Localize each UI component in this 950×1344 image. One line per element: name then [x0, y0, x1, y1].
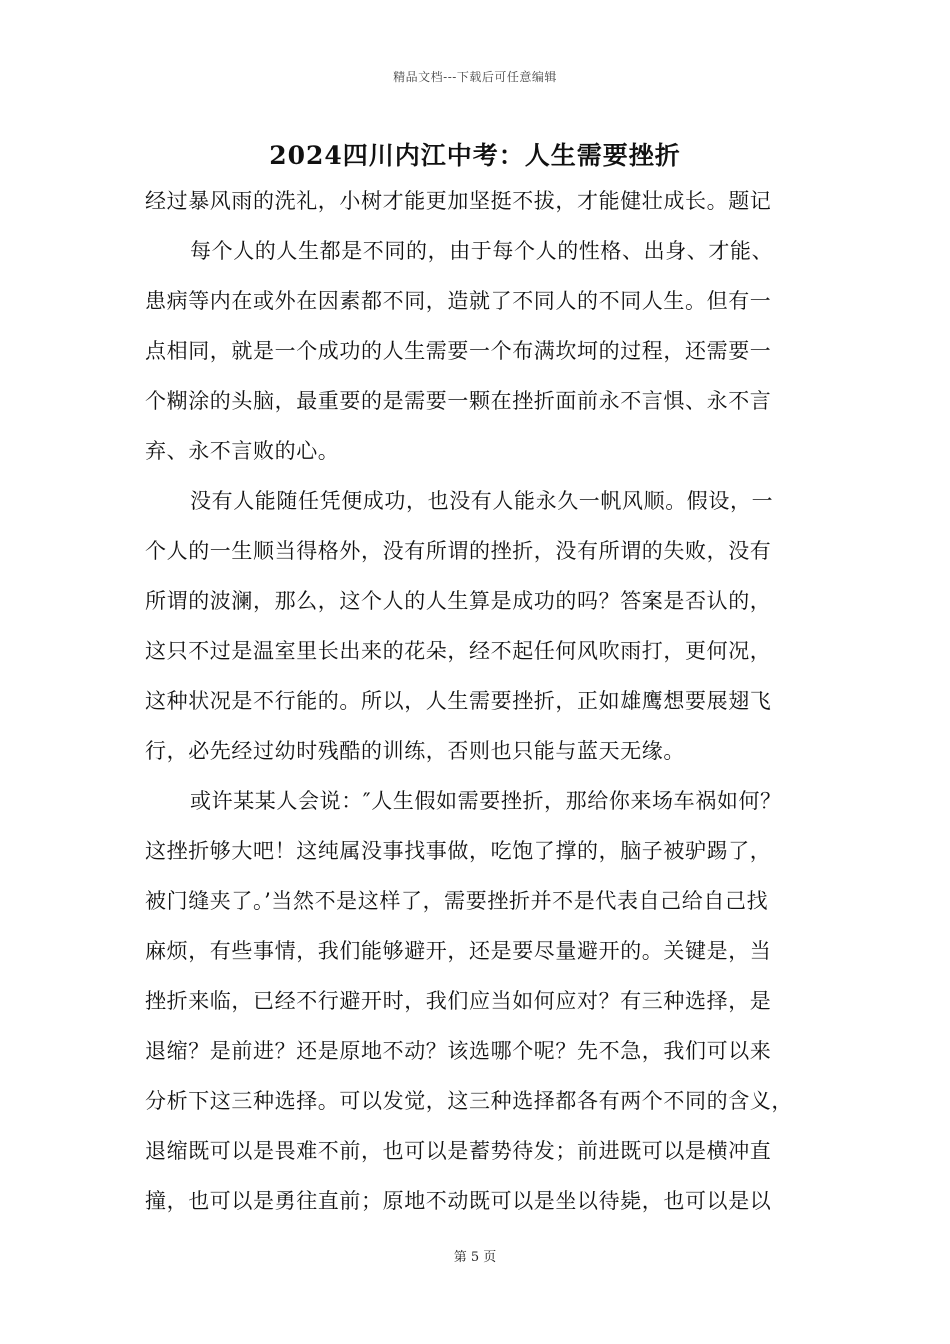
text-line: 退缩？是前进？还是原地不动？该选哪个呢？先不急，我们可以来 — [145, 1039, 772, 1063]
text-line: 个糊涂的头脑，最重要的是需要一颗在挫折面前永不言惧、永不言 — [145, 389, 772, 413]
text-line: 所谓的波澜，那么，这个人的人生算是成功的吗？答案是否认的， — [145, 589, 772, 613]
text-line: 没有人能随任凭便成功，也没有人能永久一帆风顺。假设，一 — [190, 489, 774, 513]
text-line: 这挫折够大吧！这纯属没事找事做，吃饱了撑的，脑子被驴踢了， — [145, 839, 772, 863]
text-line: 每个人的人生都是不同的，由于每个人的性格、出身、才能、 — [190, 239, 774, 263]
text-line: 弃、永不言败的心。 — [145, 439, 340, 463]
text-line: 个人的一生顺当得格外，没有所谓的挫折，没有所谓的失败，没有 — [145, 539, 772, 563]
text-line: 被门缝夹了。’当然不是这样了，需要挫折并不是代表自己给自己找 — [145, 889, 769, 913]
text-line: 麻烦，有些事情，我们能够避开，还是要尽量避开的。关键是，当 — [145, 939, 772, 963]
text-line: 点相同，就是一个成功的人生需要一个布满坎坷的过程，还需要一 — [145, 339, 772, 363]
text-line: 这种状况是不行能的。所以，人生需要挫折，正如雄鹰想要展翅飞 — [145, 689, 772, 713]
text-line: 退缩既可以是畏难不前，也可以是蓄势待发；前进既可以是横冲直 — [145, 1139, 772, 1163]
header-note: 精品文档---下载后可任意编辑 — [393, 70, 557, 84]
text-line: 患病等内在或外在因素都不同，造就了不同人的不同人生。但有一 — [145, 289, 772, 313]
text-line: 挫折来临，已经不行避开时，我们应当如何应对？有三种选择，是 — [145, 989, 772, 1013]
document-body — [145, 176, 815, 1226]
text-line: 经过暴风雨的洗礼，小树才能更加坚挺不拔，才能健壮成长。题记 — [145, 189, 772, 213]
text-line: 分析下这三种选择。可以发觉，这三种选择都各有两个不同的含义， — [145, 1089, 793, 1113]
text-line: 这只不过是温室里长出来的花朵，经不起任何风吹雨打，更何况， — [145, 639, 772, 663]
text-line: 或许某某人会说：″人生假如需要挫折，那给你来场车祸如何？ — [190, 789, 782, 813]
page-number: 第 5 页 — [453, 1250, 497, 1265]
text-line: 撞，也可以是勇往直前；原地不动既可以是坐以待毙，也可以是以 — [145, 1189, 772, 1213]
text-line: 行，必先经过幼时残酷的训练，否则也只能与蓝天无缘。 — [145, 739, 685, 763]
document-title: 2024四川内江中考：人生需要挫折 — [269, 141, 681, 170]
